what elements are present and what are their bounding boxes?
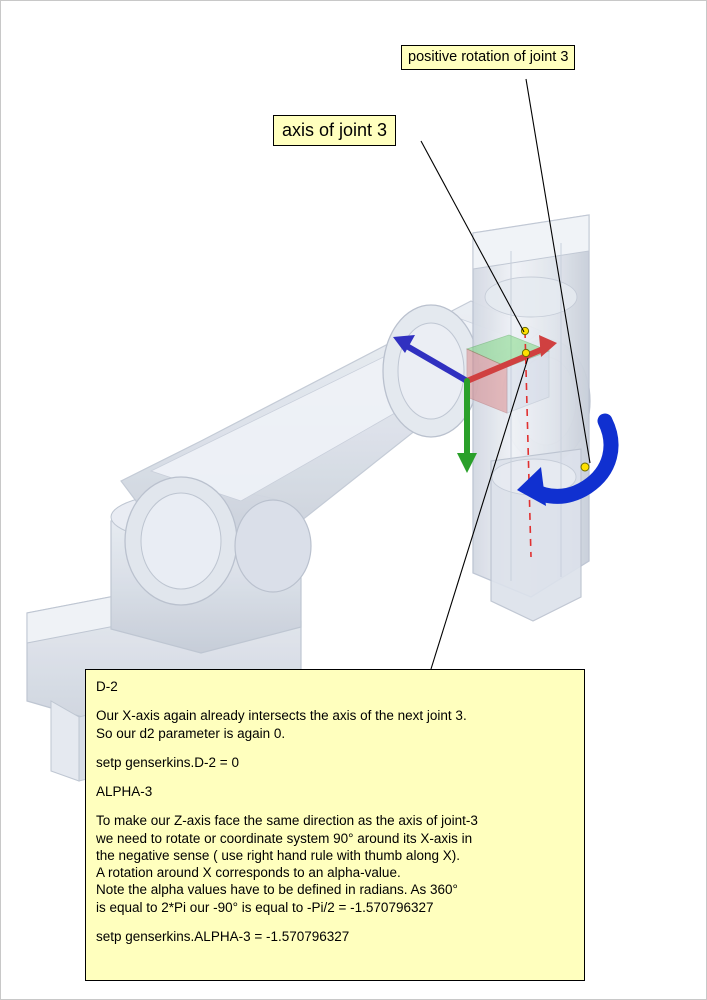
note-line-2: So our d2 parameter is again 0. [96,725,286,741]
note-box [85,669,585,981]
note-line-3: To make our Z-axis face the same direction as the axis of joint-3 [96,813,478,829]
note-line-6: A rotation around X corresponds to an alpha-value. [96,865,401,881]
callout-positive-rotation: positive rotation of joint 3 [401,45,575,70]
note-heading-d2: D-2 [96,679,118,694]
note-line-7: Note the alpha values have to be defined in radians. As 360° [96,882,458,898]
note-line-5: the negative sense ( use right hand rule with thumb along X). [96,847,460,863]
note-setp-d2: setp genserkins.D-2 = 0 [96,754,239,770]
callout-axis-of-joint-3: axis of joint 3 [273,115,396,146]
note-line-4: we need to rotate or coordinate system 90° around its X-axis in [96,830,473,846]
note-line-8: is equal to 2*Pi our -90° is equal to -Pi/2 = -1.570796327 [96,899,434,915]
note-heading-alpha3: ALPHA-3 [96,784,153,800]
note-line-1: Our X-axis again already intersects the axis of the next joint 3. [96,708,467,724]
note-setp-alpha3: setp genserkins.ALPHA-3 = -1.570796327 [96,928,350,944]
